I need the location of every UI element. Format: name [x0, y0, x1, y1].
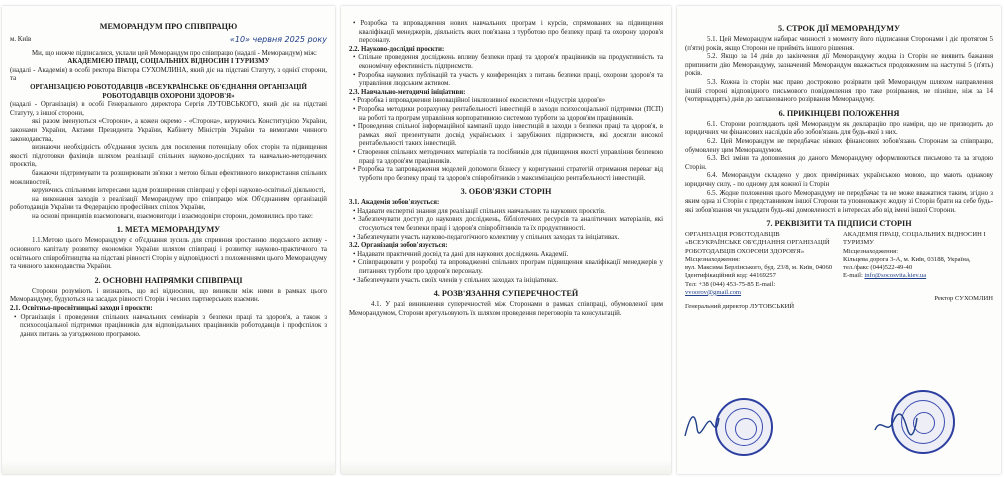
document-page-1: [2, 6, 335, 474]
party1-desc: (надалі - Академія) в особі ректора Віктора СУХОМЛИНА, який діє на підставі Статуту, з однієї сторони, та: [10, 66, 327, 83]
section-2-title: 2. ОСНОВНІ НАПРЯМКИ СПІВПРАЦІ: [94, 275, 243, 285]
party2-name: ОРГАНІЗАЦІЄЮ РОБОТОДАВЦІВ «ВСЕУКРАЇНСЬКЕ ОБ'ЄДНАННЯ ОРГАНІЗАЦІЙ РОБОТОДАВЦІВ ОХОРОНИ ЗДОРОВ'Я»: [30, 83, 307, 100]
party1-name: АКАДЕМІЄЮ ПРАЦІ, СОЦІАЛЬНИХ ВІДНОСИН І ТУРИЗМУ: [67, 58, 270, 66]
section-5-1: 5.1. Цей Меморандум набирає чинності з моменту його підписання Сторонами і діє протягом 5 (п'яти) років, якщо Сторони не прийміть іншого рішення.: [685, 36, 993, 52]
left-address: вул. Максима Берлінського, буд. 23/8, м. Київ, 04060: [685, 264, 833, 272]
agreed-text: на основі принципів взаємоповаги, взаємовигоди і взаємодовіри сторони, домовились про таке:: [32, 212, 313, 220]
right-signatory: Ректор СУХОМЛИН: [934, 294, 993, 302]
left-email[interactable]: vvoorov@gmail.com: [685, 288, 742, 296]
requisites-right: [843, 231, 993, 311]
party2-desc: (надалі - Організація) в особі Генерального директора Сергія ЛУТОВСЬКОГО, який діє на підставі Статуту, з іншої сторони,: [10, 101, 327, 117]
document-page-2: [341, 6, 671, 474]
section-5-2: 5.2. Якщо за 14 днів до закінчення дії Меморандуму жодна із Сторін не виявить бажання припинити дію Меморандуму, зазначений Меморандум вважається продовженим на наступні 5 (п'ять) років.: [685, 53, 993, 78]
seek-text: бажаючи підтримувати та розширювати зв'язки з метою більш ефективного використання спільних можливостей,: [10, 169, 327, 186]
section-6-3: 6.3. Всі зміни та доповнення до даного Меморандуму оформлюються письмово та за згодою Сторін.: [685, 155, 993, 171]
right-org-name: АКАДЕМІЯ ПРАЦІ, СОЦІАЛЬНИХ ВІДНОСИН І ТУРИЗМУ: [843, 231, 986, 247]
section-3-1-heading: 3.1. Академія зобов'язується:: [349, 199, 440, 207]
page-fold: [341, 460, 671, 474]
section-5-3: 5.3. Кожна із сторін має право достроково розірвати цей Меморандум шляхом направлення іншій стороні відповідного письмового повідомлення про таке розірвання, не пізніше, ніж за 14 (чотирнадцять) днів до запланованого розірвання Меморандуму.: [685, 78, 993, 104]
left-phone: Тел: +38 (044) 453-75-85 E-mail:: [685, 280, 776, 288]
document-title: МЕМОРАНДУМ ПРО СПІВПРАЦЮ: [99, 22, 238, 31]
list-item: • Організація і проведення спільних навчальних семінарів з безпеки праці та здоров'я, а також з психосоціальної підтримки працівників для відповідальних працівників роботодавців і профспілок з даних питань за узгодженою програмою.: [14, 313, 328, 338]
requisites: [685, 231, 993, 311]
list-item: • Надавати експертні знання для реалізації спільних навчальних та наукових проєктів.: [353, 207, 606, 215]
list-item: • Забезпечувати участь науково-педагогічного колективу у спільних заходах та ініціативах.: [353, 233, 620, 241]
aware-text: визнаючи необхідність об'єднання зусиль для посилення потенціалу обох сторін та підвищення якості підготовки фахівців шляхом реалізації спільних науково-дослідних та навчально-методичних проєктів,: [10, 144, 327, 169]
list-item: • Розробка та впровадження нових навчальних програм і курсів, спрямованих на підвищення кваліфікації менеджерів, діяльність яких пов'язана з турботою про безпеку праці та охорону здоров'я персоналу.: [353, 20, 664, 45]
left-signatory: Генеральний директор ЛУТОВСЬКИЙ: [685, 302, 795, 310]
section-3-title: 3. ОБОВ'ЯЗКИ СТОРІН: [460, 187, 552, 197]
section-4-title: 4. РОЗВ'ЯЗАННЯ СУПЕРЕЧНОСТЕЙ: [433, 289, 579, 299]
list-item: • Співпрацювати у розробці та впровадженні спільних програм підвищення кваліфікації менеджерів у питаннях турботи про здоров'я персоналу.: [353, 259, 663, 276]
left-org-name: ОРГАНІЗАЦІЯ РОБОТОДАВЦІВ «ВСЕУКРАЇНСЬКЕ ОБ'ЄДНАННЯ ОРГАНІЗАЦІЙ РОБОТОДАВЦІВ ОХОРОНИ ЗДОРОВ'Я»: [685, 231, 830, 255]
section-6-title: 6. ПРИКІНЦЕВІ ПОЛОЖЕННЯ: [778, 108, 900, 118]
left-signature-icon: [681, 408, 721, 442]
list-item: • Спільне проведення досліджень впливу безпеки праці та здоров'я працівників на продуктивність та економічну ефективність підприємств.: [353, 54, 663, 70]
left-id-code: Ідентифікаційний код: 44169257: [685, 272, 776, 280]
list-item: • Створення спільних методичних матеріалів та посібників для підвищення якості управління безпекою праці та здоров'ям працівників.: [353, 148, 663, 165]
section-2-text: Сторони розуміють і визнають, що всі відносини, що виникли між ними в рамках цього Меморандуму, будуються на засадах рівності Сторін і чесних партнерських взаємин.: [10, 287, 327, 304]
list-item: • Проведення спільної інформаційної кампанії щодо інвестицій в заходи з безпеки праці та здоров'я, в рамках якої презентувати досвід українських і зарубіжних підприємств, які досягли високої рентабельності таких інвестицій.: [353, 123, 663, 148]
right-email-line: E-mail: info@socosvita.kiev.ua: [843, 272, 927, 280]
list-item: • Розробка методики розрахунку рентабельності інвестицій в заходи психосоціальної підтримки (ПСП) на роботі та програм управління корпоративною системою турботи за здоров'ям працівників.: [353, 105, 663, 122]
section-7-title: 7. РЕКВІЗИТИ ТА ПІДПИСИ СТОРІН: [766, 219, 912, 229]
section-5-title: 5. СТРОК ДІЇ МЕМОРАНДУМУ: [778, 24, 900, 33]
intro-text: Ми, що нижче підписалися, уклали цей Меморандум про співпрацю (надалі - Меморандум) між:: [32, 49, 317, 57]
list-item: • Забезпечувати участь своїх членів у спільних заходах та ініціативах.: [353, 276, 558, 284]
city: м. Київ: [10, 36, 32, 43]
right-location-label: Місцезнаходження:: [843, 247, 899, 255]
requisites-left: [685, 231, 835, 311]
right-email[interactable]: info@socosvita.kiev.ua: [864, 272, 927, 280]
list-item: • Розробка наукових публікацій та участь у конференціях з питань безпеки праці, охорони здоров'я та управління людським активом.: [353, 71, 663, 88]
section-1-text: 1.1.Метою цього Меморандуму є об'єднання зусиль для сприяння зростанню людського активу - основного капіталу розвитку економіки України шляхом співпраці і розвитку науково-практичного та освітнього співробітництва на підставі рівності Сторін у відповідності з положеннями цього Меморандуму та чинного законодавства України.: [10, 237, 327, 271]
section-6-1: 6.1. Сторони розглядають цей Меморандум як декларацію про наміри, що не призводить до юридичних чи фінансових наслідків або зобов'язань для будь-якої з них.: [685, 120, 993, 137]
section-2-2-heading: 2.2. Науково-дослідні проєкти:: [349, 45, 445, 53]
section-3-2-heading: 3.2. Організація зобов'язується:: [349, 242, 448, 250]
list-item: • Розробка і впровадження інноваційної інклюзивної екосистеми «Індустрія здоров'я»: [353, 97, 606, 105]
left-location-label: Місцезнаходження:: [685, 255, 741, 263]
section-6-5: 6.5. Жодне положення цього Меморандуму не передбачає та не може вважатися таким, згідно з яким одна зі Сторін є представником іншої Сторони та уповноважує жодну зі Сторін брати на себе будь-які зобов'язання чи укладати будь-які домовленості в інтересах або від імені іншої Сторони.: [685, 189, 993, 214]
page-fold: [2, 460, 335, 474]
guided-text: керуючись спільними інтересами задля розширення співпраці у сфері науково-освітньої діяльності,: [32, 187, 326, 195]
section-2-3-heading: 2.3. Навчально-методичні ініціативи:: [349, 88, 466, 96]
city-date-line: [10, 36, 327, 45]
section-4-text: 4.1. У разі виникнення суперечностей між Сторонами в рамках співпраці, обумовленої цим Меморандумом, Сторони врегульовують їх шляхом проведення переговорів та консультацій.: [349, 301, 663, 317]
section-6-4: 6.4. Меморандум складено у двох примірниках українською мовою, що мають однакову юридичну силу, - по одному для кожної із Сторін: [685, 172, 993, 188]
list-item: • Забезпечувати доступ до наукових досліджень, бібліотечних ресурсів та аналітичних матеріалів, які стосуються тем безпеки праці і здоров'я співробітників та їх продуктивності.: [353, 216, 663, 233]
basis-text: на виконання заходів з реалізації Меморандуму про співпрацю між Об'єднанням організацій роботодавців України та Федерацією професійних спілок України,: [10, 195, 327, 212]
section-6-2: 6.2. Цей Меморандум не передбачає ніяких фінансових зобов'язань Сторонам за співпрацю, обумовлену цим Меморандумом.: [685, 137, 993, 154]
date-handwritten: «10» червня 2025 року: [229, 35, 327, 44]
right-signature-icon: [873, 410, 919, 438]
right-address: Кільцева дорога 3-А, м. Київ, 03188, Україна,: [843, 255, 971, 263]
section-1-title: 1. МЕТА МЕМОРАНДУМУ: [116, 225, 221, 235]
list-item: • Надавати практичний досвід та дані для наукових досліджень Академії.: [353, 250, 569, 258]
left-stamp: [715, 398, 773, 456]
document-page-3: [677, 6, 1001, 474]
right-phone: тел./факс (044)522-49-40: [843, 264, 913, 272]
parties-text: які разом іменуються «Сторони», а кожен окремо - «Сторона», керуючись Конституцією України, законами України, Актами Президента України, Кабінету Міністрів України та вимогами чинного законодавства,: [10, 118, 327, 143]
section-2-1-heading: 2.1. Освітньо-просвітницькі заходи і проєкти:: [10, 305, 153, 313]
list-item: • Розробка та запровадження моделей допомоги бізнесу у коригуванні стратегій отримання переваг від турботи про безпеку праці та здоров'я співробітників з максимізацією рентабельності інвестицій.: [353, 166, 664, 182]
